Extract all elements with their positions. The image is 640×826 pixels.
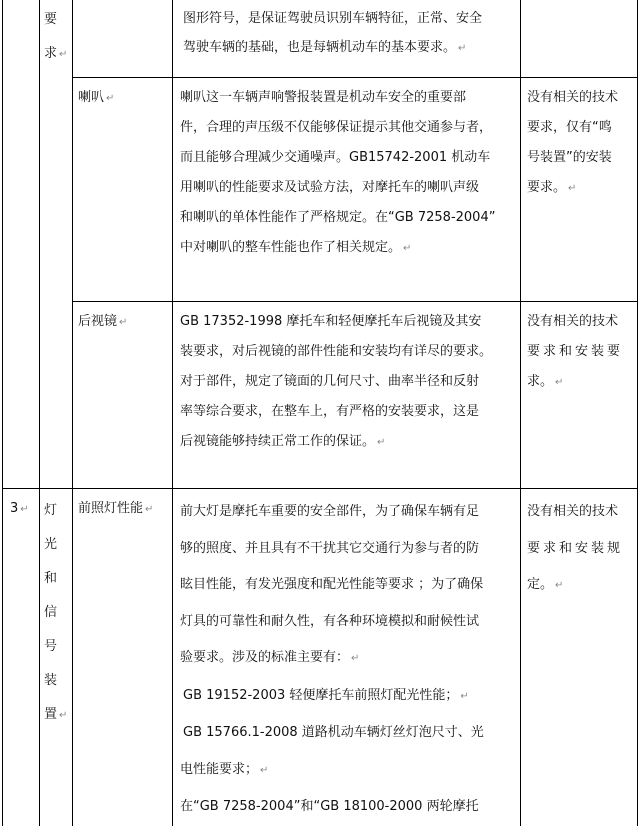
requirement-line: 和喇叭的单体性能作了严格规定。在“GB 7258-2004” xyxy=(180,210,496,225)
requirement-line: 喇叭这一车辆声响警报装置是机动车安全的重要部 xyxy=(180,90,467,105)
category-char: 要 xyxy=(44,12,58,27)
status-line: 没有相关的技术 xyxy=(527,504,619,519)
category-char: 号 xyxy=(44,639,58,654)
status-cell-horn xyxy=(527,83,635,204)
row-divider-3 xyxy=(2,488,638,489)
item-label: 喇叭 xyxy=(78,90,105,105)
row-divider-2 xyxy=(72,301,638,302)
status-line: 没有相关的技术 xyxy=(527,314,619,329)
category-char: 装 xyxy=(44,673,58,688)
requirement-cell-mirror xyxy=(180,307,518,458)
category-char: 置 ↵ xyxy=(44,707,68,722)
table-border-right xyxy=(637,0,638,826)
status-line: 要求。 ↵ xyxy=(527,180,577,195)
requirement-line: 电性能要求； ↵ xyxy=(180,761,269,777)
item-label: 前照灯性能 xyxy=(78,501,144,516)
requirement-cell-row0 xyxy=(180,4,516,63)
status-line: 要求和安装要 xyxy=(527,344,624,359)
category-cell-lights-signals xyxy=(44,494,70,733)
category-char: 求 ↵ xyxy=(44,46,68,61)
category-char: 和 xyxy=(44,571,58,586)
status-line: 要求和安装规 xyxy=(527,540,624,556)
status-line: 要求，仅有“鸣 xyxy=(527,120,612,135)
requirement-cell-horn xyxy=(180,83,518,264)
status-cell-headlamp xyxy=(527,494,635,605)
item-label: 后视镜 xyxy=(78,314,118,329)
requirement-line: GB 19152-2003 轻便摩托车前照灯配光性能； ↵ xyxy=(183,687,469,703)
col-divider-1 xyxy=(39,0,40,826)
row-divider-1 xyxy=(72,77,638,78)
requirement-cell-headlamp xyxy=(180,494,518,826)
requirement-line: 对于部件，规定了镜面的几何尺寸、曲率半径和反射 xyxy=(180,374,480,389)
row-number-cell: 3 ↵ xyxy=(10,501,29,516)
requirement-line: 图形符号，是保证驾驶员识别车辆特征，正常、安全 xyxy=(183,11,483,26)
requirement-line: 驾驶车辆的基础，也是每辆机动车的基本要求。 ↵ xyxy=(183,40,467,55)
requirement-line: 灯具的可靠性和耐久性，有各种环境模拟和耐候性试 xyxy=(180,613,480,629)
item-cell-headlamp: 前照灯性能 ↵ xyxy=(78,501,154,516)
category-cell-requirement xyxy=(44,3,70,72)
requirement-line: 前大灯是摩托车重要的安全部件，为了确保车辆有足 xyxy=(180,504,480,519)
col-divider-3 xyxy=(172,0,173,826)
item-cell-horn: 喇叭 ↵ xyxy=(78,90,115,105)
row-number: 3 xyxy=(10,501,19,516)
requirement-line: 装要求，对后视镜的部件性能和安装均有详尽的要求。 xyxy=(180,344,493,359)
requirement-line: 验要求。涉及的标准主要有： ↵ xyxy=(180,650,360,665)
category-char: 灯 xyxy=(44,503,58,518)
requirement-line: 眩目性能，有发光强度和配光性能等要求 ；为了确保 xyxy=(180,577,484,592)
requirement-line: 在“GB 7258-2004”和“GB 18100-2000 两轮摩托 xyxy=(180,799,479,814)
item-cell-mirror: 后视镜 ↵ xyxy=(78,314,128,329)
requirement-line: 件，合理的声压级不仅能够保证提示其他交通参与者， xyxy=(180,120,493,135)
requirement-line: 够的照度、并且具有不干扰其它交通行为参与者的防 xyxy=(180,540,480,556)
requirement-line: GB 15766.1-2008 道路机动车辆灯丝灯泡尺寸、光 xyxy=(183,725,484,740)
status-line: 号装置”的安装 xyxy=(527,150,612,165)
category-char: 光 xyxy=(44,537,58,552)
status-line: 定。 ↵ xyxy=(527,577,564,592)
col-divider-4 xyxy=(520,0,521,826)
requirement-line: GB 17352-1998 摩托车和轻便摩托车后视镜及其安 xyxy=(180,314,482,329)
requirement-line: 而且能够合理减少交通噪声。GB15742-2001 机动车 xyxy=(180,150,491,165)
requirement-line: 中对喇叭的整车性能也作了相关规定。 ↵ xyxy=(180,240,412,255)
requirement-line: 率等综合要求，在整车上，有严格的安装要求，这是 xyxy=(180,404,480,419)
status-cell-mirror xyxy=(527,307,635,398)
table-border-left xyxy=(2,0,3,826)
col-divider-2 xyxy=(72,0,73,826)
requirement-line: 后视镜能够持续正常工作的保证。 ↵ xyxy=(180,434,386,449)
status-line: 求。 ↵ xyxy=(527,374,564,389)
category-char: 信 xyxy=(44,605,58,620)
status-line: 没有相关的技术 xyxy=(527,90,619,105)
requirement-line: 用喇叭的性能要求及试验方法，对摩托车的喇叭声级 xyxy=(180,180,480,195)
